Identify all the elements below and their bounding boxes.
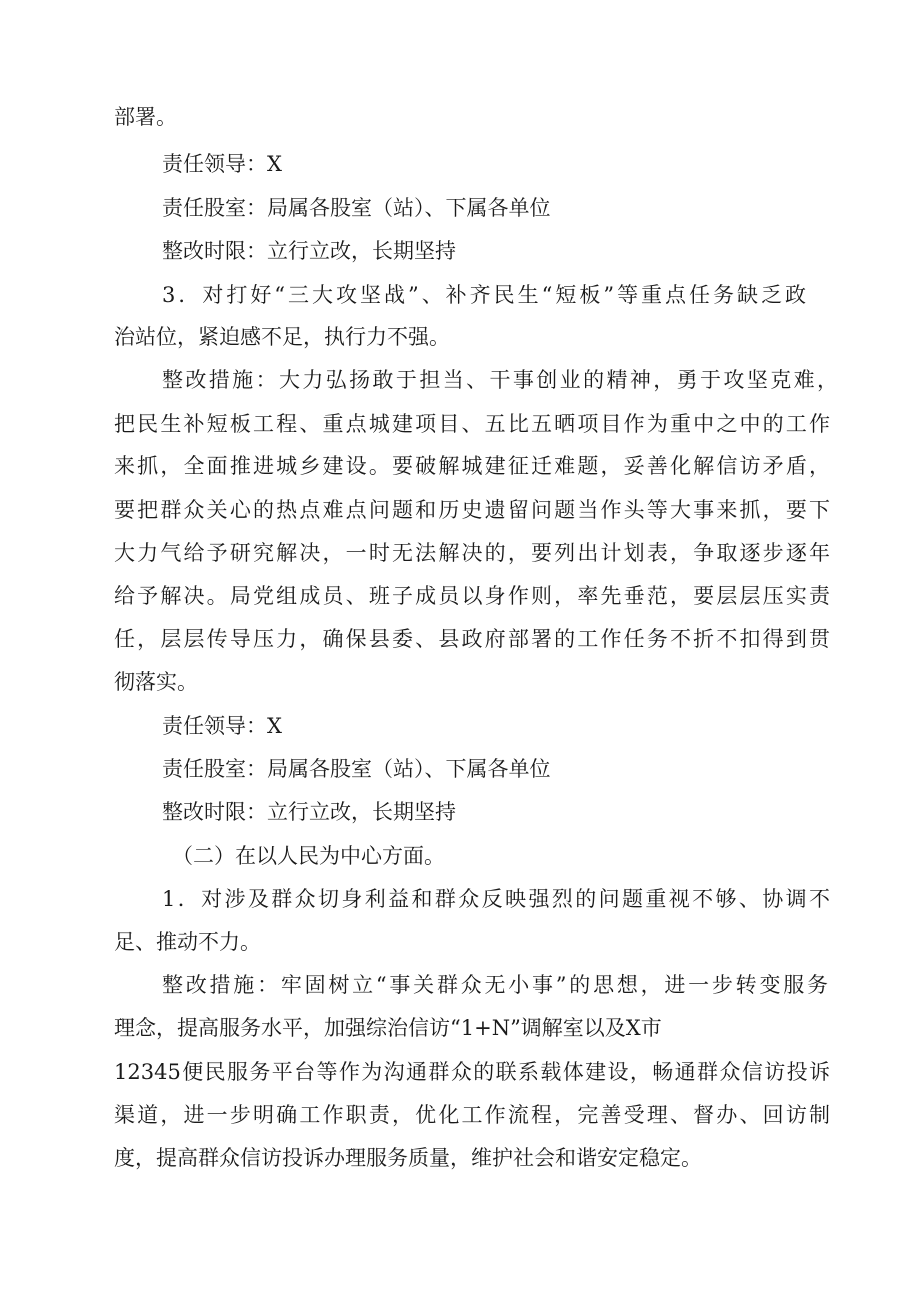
text-line: 责任领导：X	[162, 152, 282, 176]
text-line: 要把群众关心的热点难点问题和历史遗留问题当作头等大事来抓，要下	[114, 498, 830, 522]
text-line: 整改措施：大力弘扬敢于担当、干事创业的精神，勇于攻坚克难，	[162, 368, 838, 392]
text-line: 3．对打好“三大攻坚战”、补齐民生“短板”等重点任务缺乏政	[162, 283, 806, 307]
text-line: 治站位，紧迫感不足，执行力不强。	[114, 325, 450, 349]
text-line: 彻落实。	[114, 670, 198, 694]
text-line: 来抓，全面推进城乡建设。要破解城建征迁难题，妥善化解信访矛盾，	[114, 454, 830, 478]
text-line: 责任领导：X	[162, 714, 282, 738]
text-line: 整改时限：立行立改，长期坚持	[162, 239, 456, 263]
text-line: 整改措施：牢固树立“事关群众无小事”的思想，进一步转变服务	[162, 973, 828, 997]
text-line: 部署。	[114, 105, 177, 129]
text-line: 给予解决。局党组成员、班子成员以身作则，率先垂范，要层层压实责	[114, 584, 830, 608]
text-line: 12345便民服务平台等作为沟通群众的联系载体建设，畅通群众信访投诉	[114, 1060, 830, 1084]
text-line: 足、推动不力。	[114, 930, 261, 954]
section-heading: （二）在以人民为中心方面。	[172, 844, 445, 868]
text-line: 任，层层传导压力，确保县委、县政府部署的工作任务不折不扣得到贯	[114, 627, 830, 651]
text-line: 渠道，进一步明确工作职责，优化工作流程，完善受理、督办、回访制	[114, 1103, 830, 1127]
text-line: 责任股室：局属各股室（站）、下属各单位	[162, 757, 551, 781]
text-line: 理念，提高服务水平，加强综治信访“1+N”调解室以及X市	[114, 1016, 662, 1040]
text-line: 大力气给予研究解决，一时无法解决的，要列出计划表，争取逐步逐年	[114, 541, 830, 565]
text-line: 度，提高群众信访投诉办理服务质量，维护社会和谐安定稳定。	[114, 1146, 702, 1170]
text-line: 1．对涉及群众切身利益和群众反映强烈的问题重视不够、协调不	[162, 887, 830, 911]
text-line: 责任股室：局属各股室（站）、下属各单位	[162, 196, 551, 220]
text-line: 把民生补短板工程、重点城建项目、五比五晒项目作为重中之中的工作	[114, 412, 830, 436]
text-line: 整改时限：立行立改，长期坚持	[162, 800, 456, 824]
